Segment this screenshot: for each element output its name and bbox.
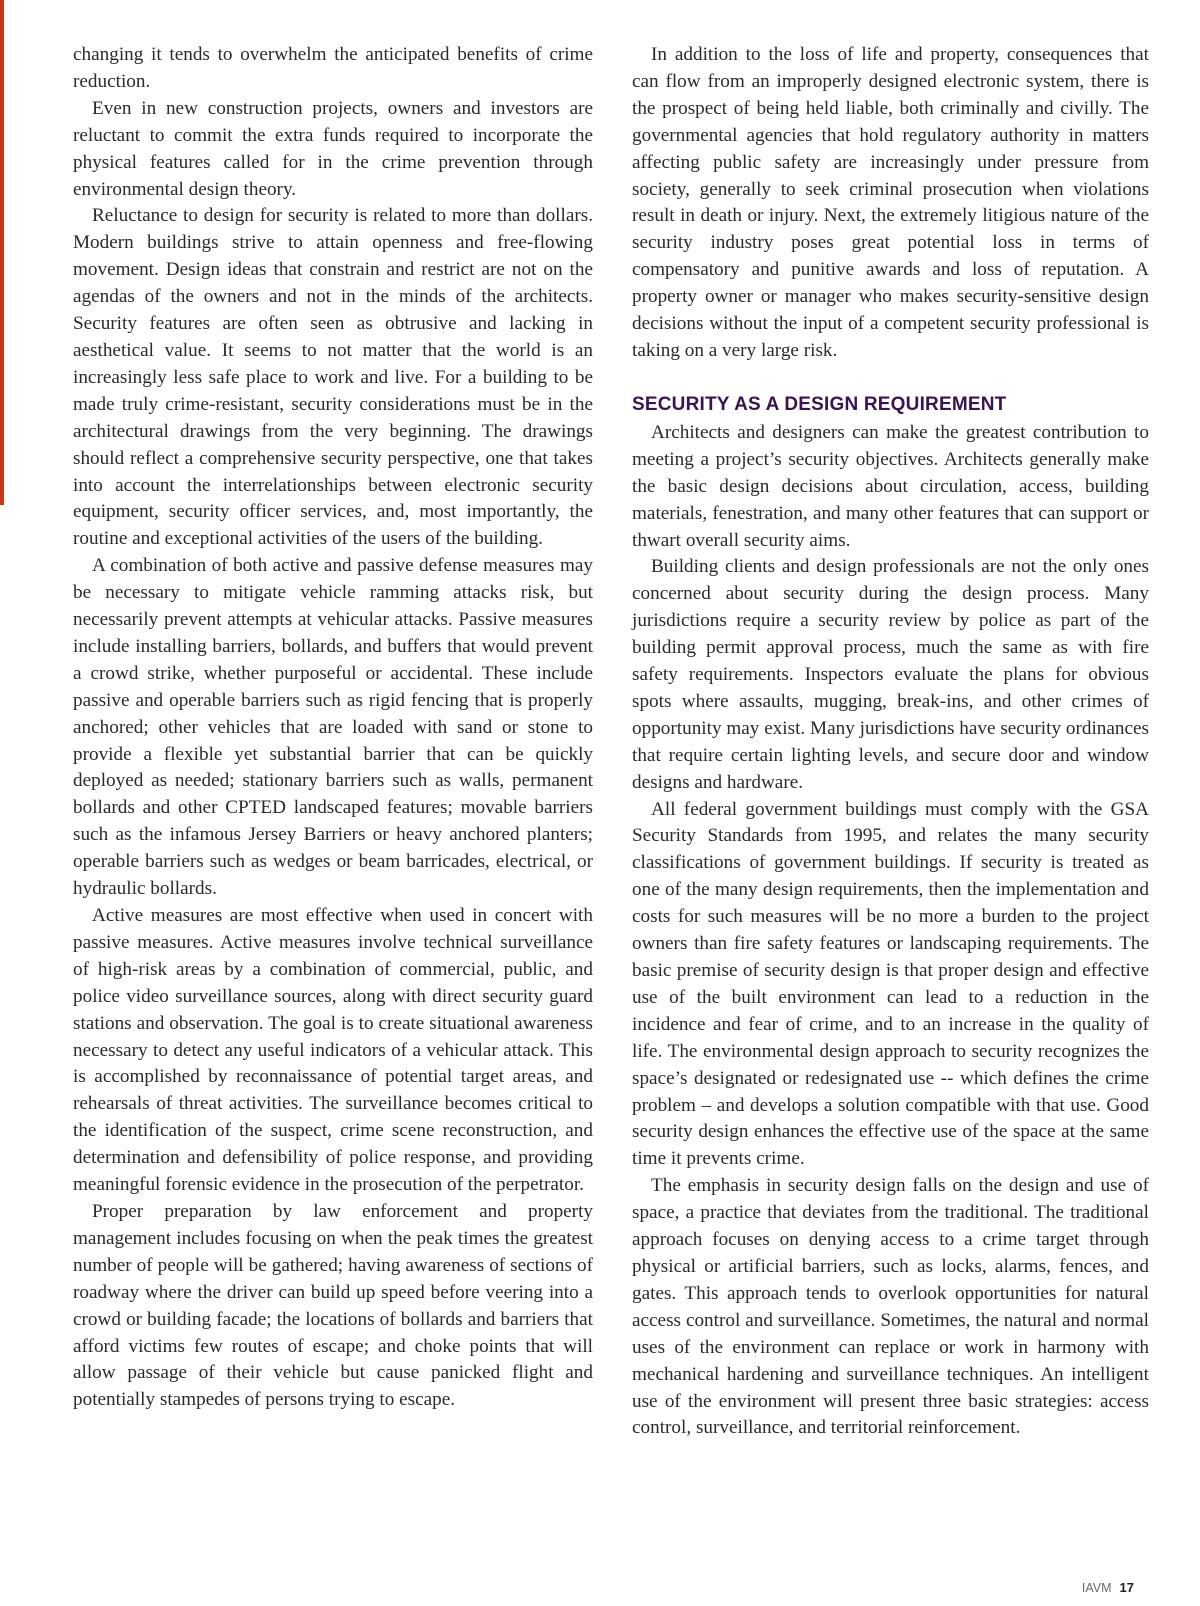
paragraph: The emphasis in security design falls on the design and use of space, a practice that deviates from the traditional. The traditional approach focuses on denying access to a crime target through physical or artificial barriers, such as locks, alarms, fences, and gates. This approach tends to overlook opportunities for natural access control and surveillance. Sometimes, the natural and normal uses of the environment can replace or work in harmony with mechanical hardening and surveillance techniques. An intelligent use of the environment will present three basic strategies: access control, surveillance, and territorial reinforcement. <box>632 1175 1149 1439</box>
page-edge-mark <box>0 0 4 505</box>
paragraph: A combination of both active and passive defense measures may be necessary to mitigate vehicle ramming attacks risk, but necessarily prevent attempts at vehicular attacks. Passive measures include installing barriers, bollards, and buffers that would prevent a crowd strike, whether purposeful or accidental. These include passive and operable barriers such as rigid fencing that is properly anchored; other vehicles that are loaded with sand or stone to provide a flexible yet substantial barrier that can be quickly deployed as needed; stationary barriers such as walls, permanent bollards and other CPTED landscaped features; movable barriers such as the infamous Jersey Barriers or heavy anchored planters; operable barriers such as wedges or beam barricades, electrical, or hydraulic bollards. <box>73 555 593 900</box>
section-heading: SECURITY AS A DESIGN REQUIREMENT <box>632 393 1007 415</box>
paragraph: All federal government buildings must comply with the GSA Security Standards from 1995, and relates the many security classifications of government buildings. If security is treated as one of the many design requirements, then the implementation and costs for such measures will be no more a burden to the project owners than fire safety features or landscaping requirements. The basic premise of security design is that proper design and effective use of the built environment can lead to a reduction in the incidence and fear of crime, and to an increase in the quality of life. The environmental design approach to security recognizes the space’s designated or redesignated use -- which defines the crime problem – and develops a solution compatible with that use. Good security design enhances the effective use of the space at the same time it prevents crime. <box>632 798 1149 1170</box>
paragraph-intro: In addition to the loss of life and property, consequences that can flow from an improperly designed electronic system, there is the prospect of being held liable, both criminally and civilly. The governmental agencies that hold regulatory authority in matters affecting public safety are increasingly under pressure from society, generally to seek criminal prosecution when violations result in death or injury. Next, the extremely litigious nature of the security industry poses great potential loss in terms of compensatory and punitive awards and loss of reputation. A property owner or manager who makes security-sensitive design decisions without the input of a competent security professional is taking on a very large risk. <box>632 44 1149 361</box>
page-number: 17 <box>1119 1580 1134 1595</box>
paragraph: Even in new construction projects, owners and investors are reluctant to commit the extra funds required to incorporate the physical features called for in the crime prevention through environmental design theory. <box>73 97 593 200</box>
publication-name: IAVM <box>1081 1581 1112 1595</box>
paragraph: Proper preparation by law enforcement and property management includes focusing on when the peak times the greatest number of people will be gathered; having awareness of sections of roadway where the driver can build up speed before veering into a crowd or building facade; the locations of bollards and barriers that afford victims few routes of escape; and choke points that will allow passage of their vehicle but cause panicked flight and potentially stampedes of persons trying to escape. <box>73 1200 593 1411</box>
paragraph: Architects and designers can make the greatest contribution to meeting a project’s security objectives. Architects generally make the basic design decisions about circulation, access, building materials, fenestration, and many other features that can support or thwart overall security aims. <box>632 421 1149 551</box>
paragraph: Reluctance to design for security is related to more than dollars. Modern buildings strive to attain openness and free-flowing movement. Design ideas that constrain and restrict are not on the agendas of the owners and not in the minds of the architects. Security features are often seen as obtrusive and lacking in aesthetical value. It seems to not matter that the world is an increasingly less safe place to work and live. For a building to be made truly crime-resistant, security considerations must be in the architectural drawings from the very beginning. The drawings should reflect a comprehensive security perspective, one that takes into account the interrelationships between electronic security equipment, security officer services, and, most importantly, the routine and exceptional activities of the users of the building. <box>73 205 593 550</box>
paragraph: Building clients and design professionals are not the only ones concerned about security during the design process. Many jurisdictions require a security review by police as part of the building permit approval process, much the same as with fire safety requirements. Inspectors evaluate the plans for obvious spots where assaults, mugging, break-ins, and other crimes of opportunity may exist. Many jurisdictions have security ordinances that require certain lighting levels, and secure door and window designs and hardware. <box>632 556 1149 793</box>
left-column <box>73 42 593 1414</box>
paragraph: Active measures are most effective when used in concert with passive measures. Active measures involve technical surveillance of high-risk areas by a combination of commercial, public, and police video surveillance sources, along with direct security guard stations and observation. The goal is to create situational awareness necessary to detect any useful indicators of a vehicular attack. This is accomplished by reconnaissance of potential target areas, and rehearsals of threat activities. The surveillance becomes critical to the identification of the suspect, crime scene reconstruction, and determination and defensibility of police response, and providing meaningful forensic evidence in the prosecution of the perpetrator. <box>73 905 593 1196</box>
paragraph-continued: changing it tends to overwhelm the anticipated benefits of crime reduction. <box>73 44 593 92</box>
right-column <box>632 42 1149 1442</box>
page-footer <box>1082 1580 1134 1595</box>
